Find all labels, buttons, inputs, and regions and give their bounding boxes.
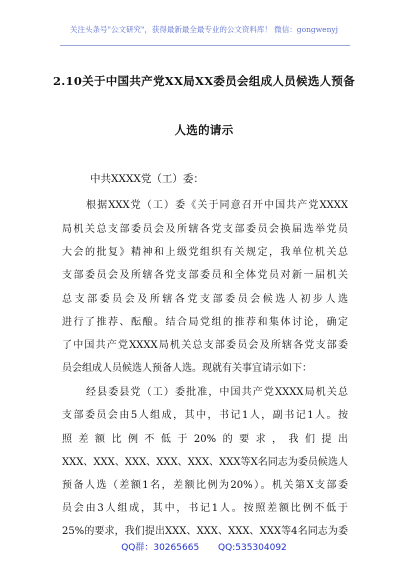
salutation: 中共XXXX党（工）委： xyxy=(90,173,204,185)
body-line: XXX、XXX、XXX、XXX、XXX、XXX等X名同志为委员候选人 xyxy=(62,457,348,467)
body-line: 支部委员会由5人组成，其中，书记1人，副书记1人。按 xyxy=(62,410,348,420)
body-line: 总支部委员会及所辖各党支部委员会候选人初步人选 xyxy=(62,294,348,304)
body-line: 根据XXX党（工）委《关于同意召开中国共产党XXXX xyxy=(86,200,348,210)
document-title-line1: 2.10关于中国共产党XX局XX委员会组成人员候选人预备 xyxy=(52,74,356,88)
body-line: 照差额比例不低于20%的要求，我们提出 xyxy=(62,434,348,444)
body-line: 经县委县党（工）委批准，中国共产党XXXX局机关总 xyxy=(86,387,348,397)
footer-contact xyxy=(0,540,408,553)
body-line: 局机关总支部委员会及所辖各党支部委员会换届选举党员 xyxy=(62,224,348,234)
header-divider xyxy=(60,45,350,46)
body-line: 员会由3人组成，其中，书记1人。按照差额比例不低于 xyxy=(62,503,348,513)
body-line: 支部委员会及所辖各党支部委员和全体党员对新一届机关 xyxy=(62,270,348,280)
document-title-line2: 人选的请示 xyxy=(174,123,234,137)
body-line: 大会的批复》精神和上级党组织有关规定，我单位机关总 xyxy=(62,247,348,257)
footer-qq[interactable]: QQ:535304092 xyxy=(218,543,287,553)
body-line: 预备人选（差额1名，差额比例为20%）。机关第X支部委 xyxy=(62,480,348,490)
footer-qq-group[interactable]: QQ群：30265665 xyxy=(121,543,200,553)
body-line: 了中国共产党XXXX局机关总支部委员会及所辖各党支部委 xyxy=(62,340,348,350)
body-line: 员会组成人员候选人预备人选。现就有关事宜请示如下： xyxy=(62,363,312,373)
body-line: 进行了推荐、酝酿。结合局党组的推荐和集体讨论，确定 xyxy=(62,317,348,327)
body-line: 25%的要求，我们提出XXX、XXX、XXX、XXX等4名同志为委 xyxy=(62,526,348,536)
header-notice[interactable]: 关注头条号"公文研究"，获得最新最全最专业的公文资料库！ 微信：gongwenyj xyxy=(70,25,338,34)
